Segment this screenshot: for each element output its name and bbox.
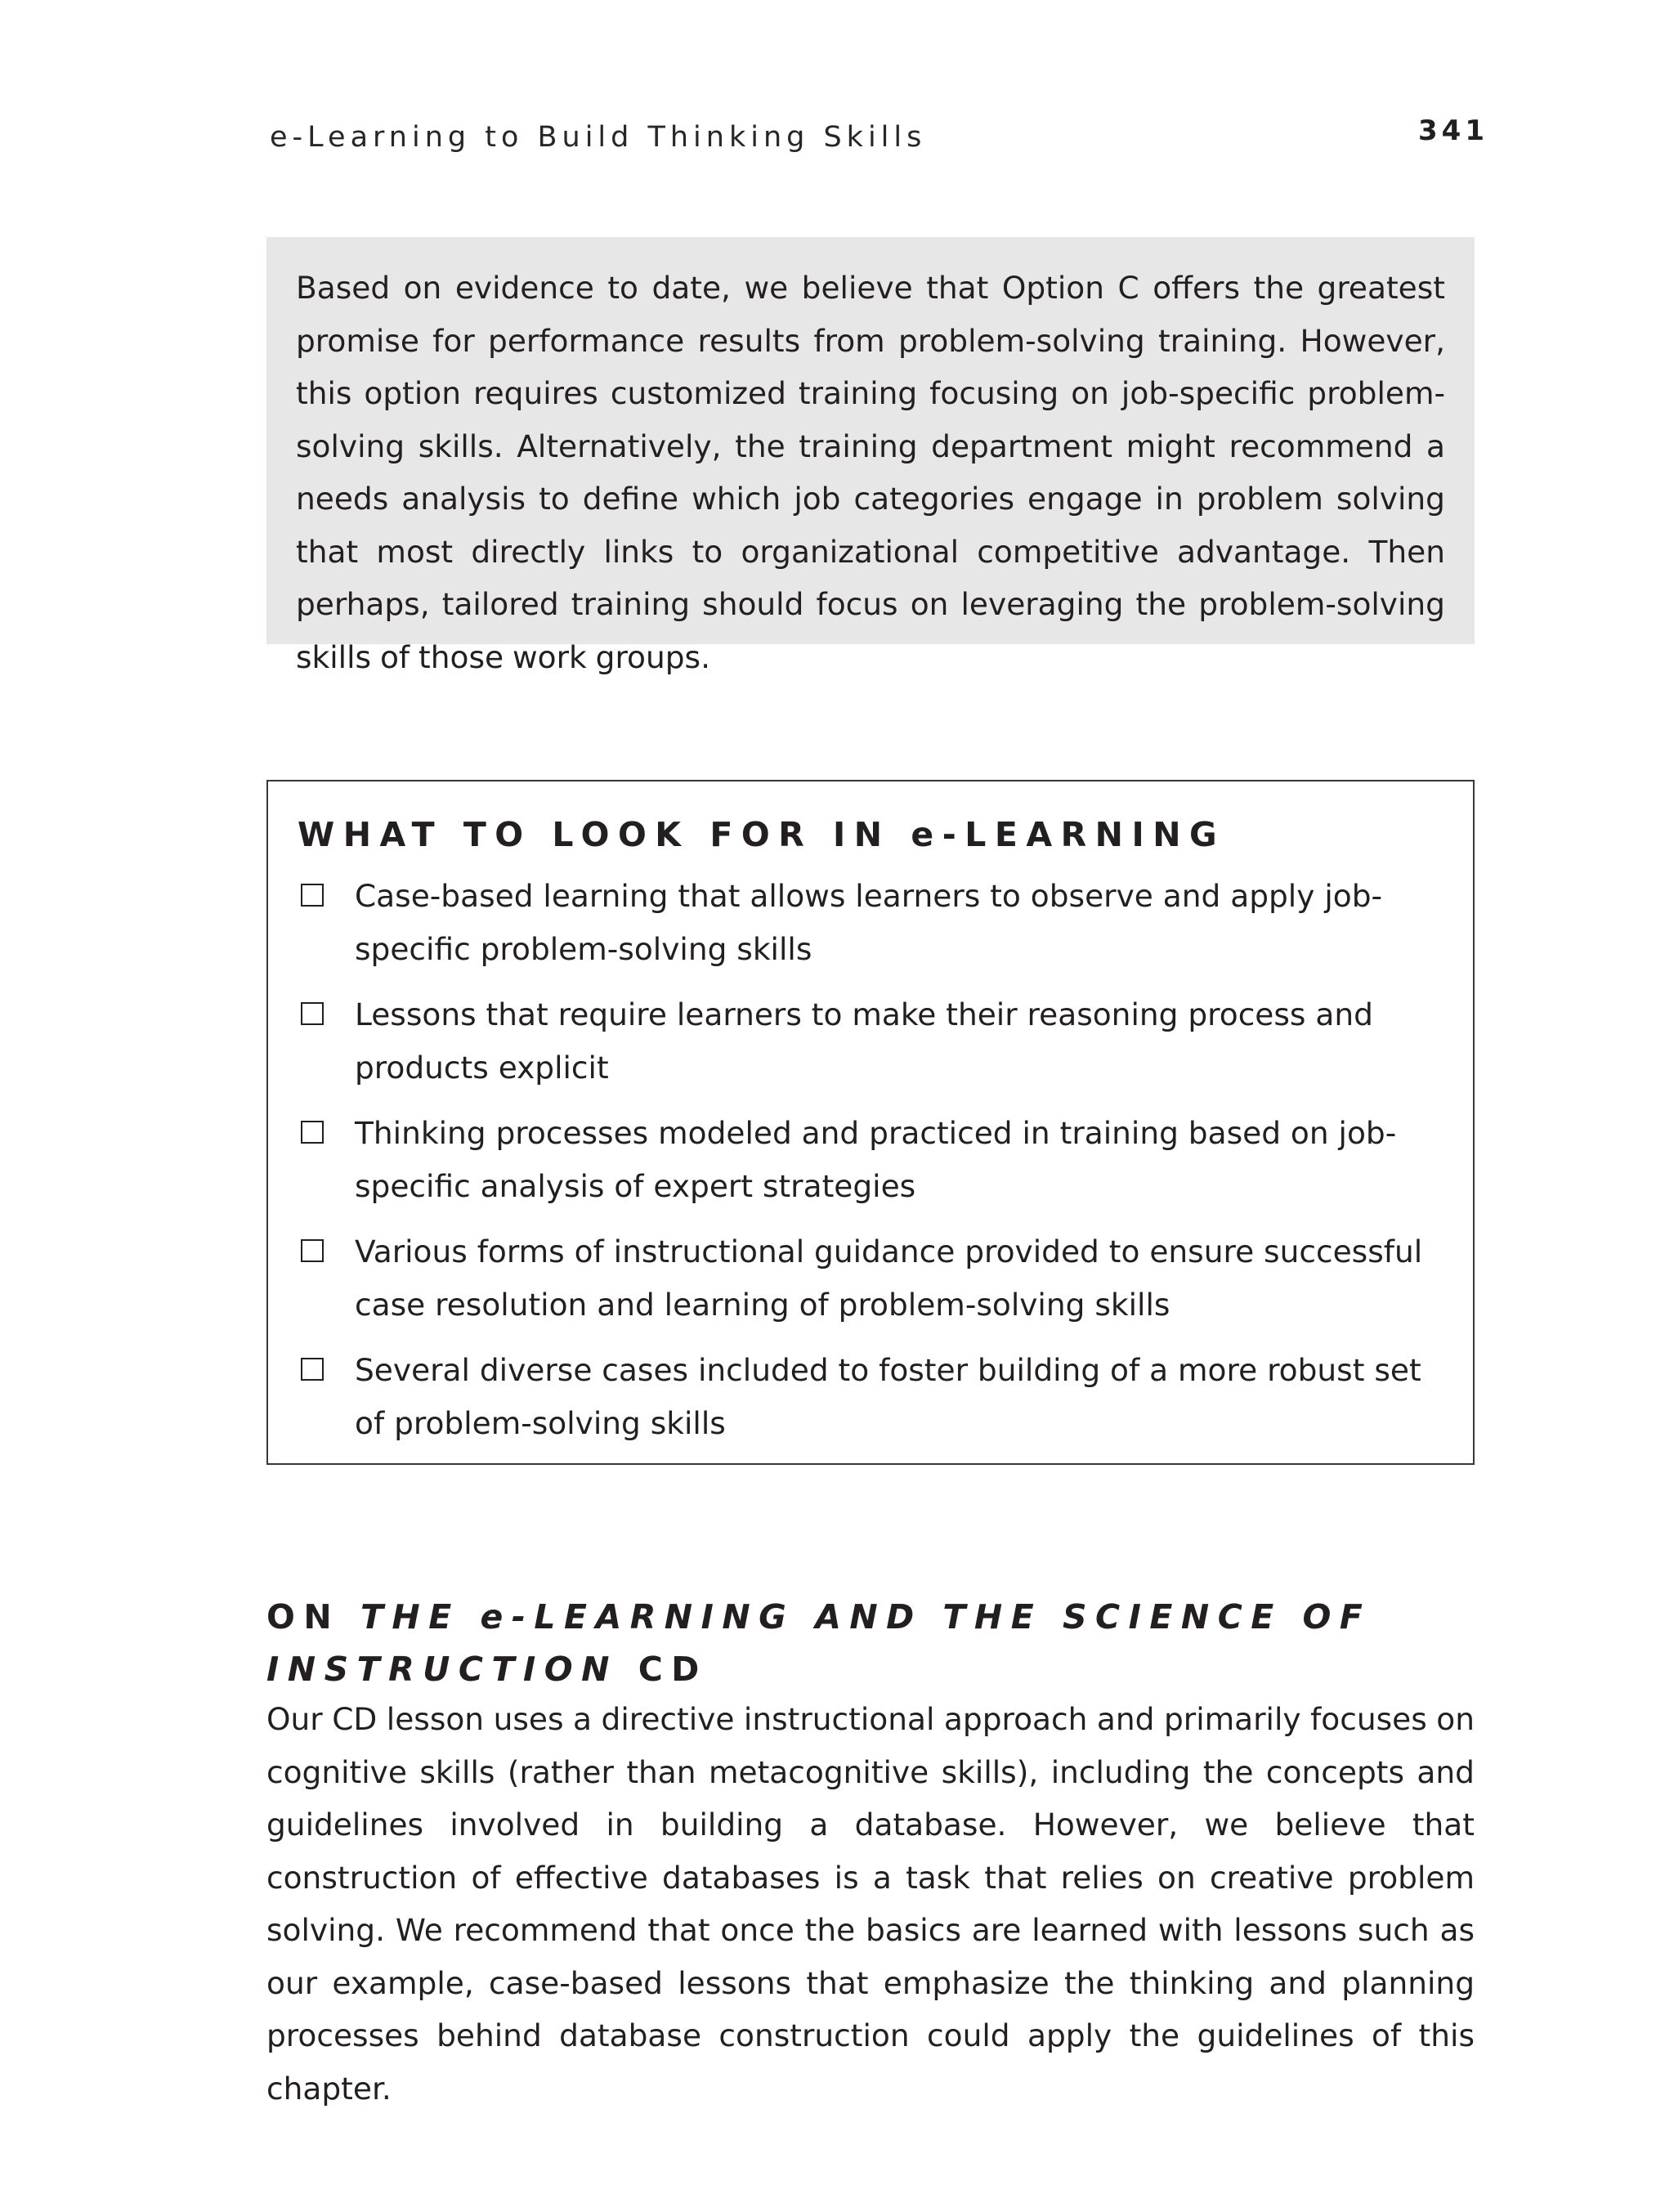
- section-heading-prefix: ON: [266, 1597, 360, 1637]
- checklist-item: [298, 1344, 1443, 1449]
- shaded-callout-box: [266, 237, 1475, 675]
- callout-paragraph: Based on evidence to date, we believe that Option C offers the greatest promise for performance results from problem-solving training. However, this option requires customized training focusing on job-specific problem-solving skills. Alternatively, the training department might recommend a needs analysis to define which job categories engage in problem solving that most directly links to organizational competitive advantage. Then perhaps, tailored training should focus on leveraging the problem-solving skills of those work groups.: [296, 270, 1445, 675]
- section-body-paragraph: Our CD lesson uses a directive instructional approach and primarily focuses on cognitive skills (rather than metacognitive skills), including the concepts and guidelines involved in building a database. However, we believe that construction of effective databases is a task that relies on creative problem solving. We recommend that once the basics are learned with lessons such as our example, case-based lessons that emphasize the thinking and planning processes behind database construction could apply the guidelines of this chapter.: [266, 1701, 1475, 2107]
- section-heading-suffix: CD: [617, 1650, 708, 1689]
- checkbox-icon: [301, 1239, 324, 1262]
- checklist-item: [298, 1107, 1443, 1212]
- checklist-item: [298, 988, 1443, 1094]
- section-heading-title: THE e-LEARNING AND THE SCIENCE OF INSTRUCTION: [266, 1597, 1372, 1689]
- checklist-title: WHAT TO LOOK FOR IN e-LEARNING: [298, 815, 1226, 854]
- checkbox-icon: [301, 1358, 324, 1381]
- checklist-item-text: Thinking processes modeled and practiced in training based on job-specific analysis of expert strategies: [355, 1115, 1397, 1204]
- checklist-item: [298, 870, 1443, 975]
- running-head: e-Learning to Build Thinking Skills: [270, 121, 927, 154]
- checklist: [298, 870, 1443, 1449]
- checkbox-icon: [301, 884, 324, 907]
- checkbox-icon: [301, 1121, 324, 1144]
- checklist-item-text: Case-based learning that allows learners to observe and apply job-specific problem-solving skills: [355, 878, 1383, 967]
- checkbox-icon: [301, 1002, 324, 1025]
- checklist-item-text: Lessons that require learners to make their reasoning process and products explicit: [355, 996, 1373, 1086]
- checklist-item: [298, 1225, 1443, 1331]
- checklist-box: [266, 780, 1475, 1465]
- page-number: 341: [1418, 114, 1488, 147]
- checklist-item-text: Several diverse cases included to foster building of a more robust set of problem-solving skills: [355, 1352, 1421, 1441]
- section-heading: [266, 1591, 1476, 1695]
- checklist-item-text: Various forms of instructional guidance provided to ensure successful case resolution and learning of problem-solving skills: [355, 1234, 1423, 1323]
